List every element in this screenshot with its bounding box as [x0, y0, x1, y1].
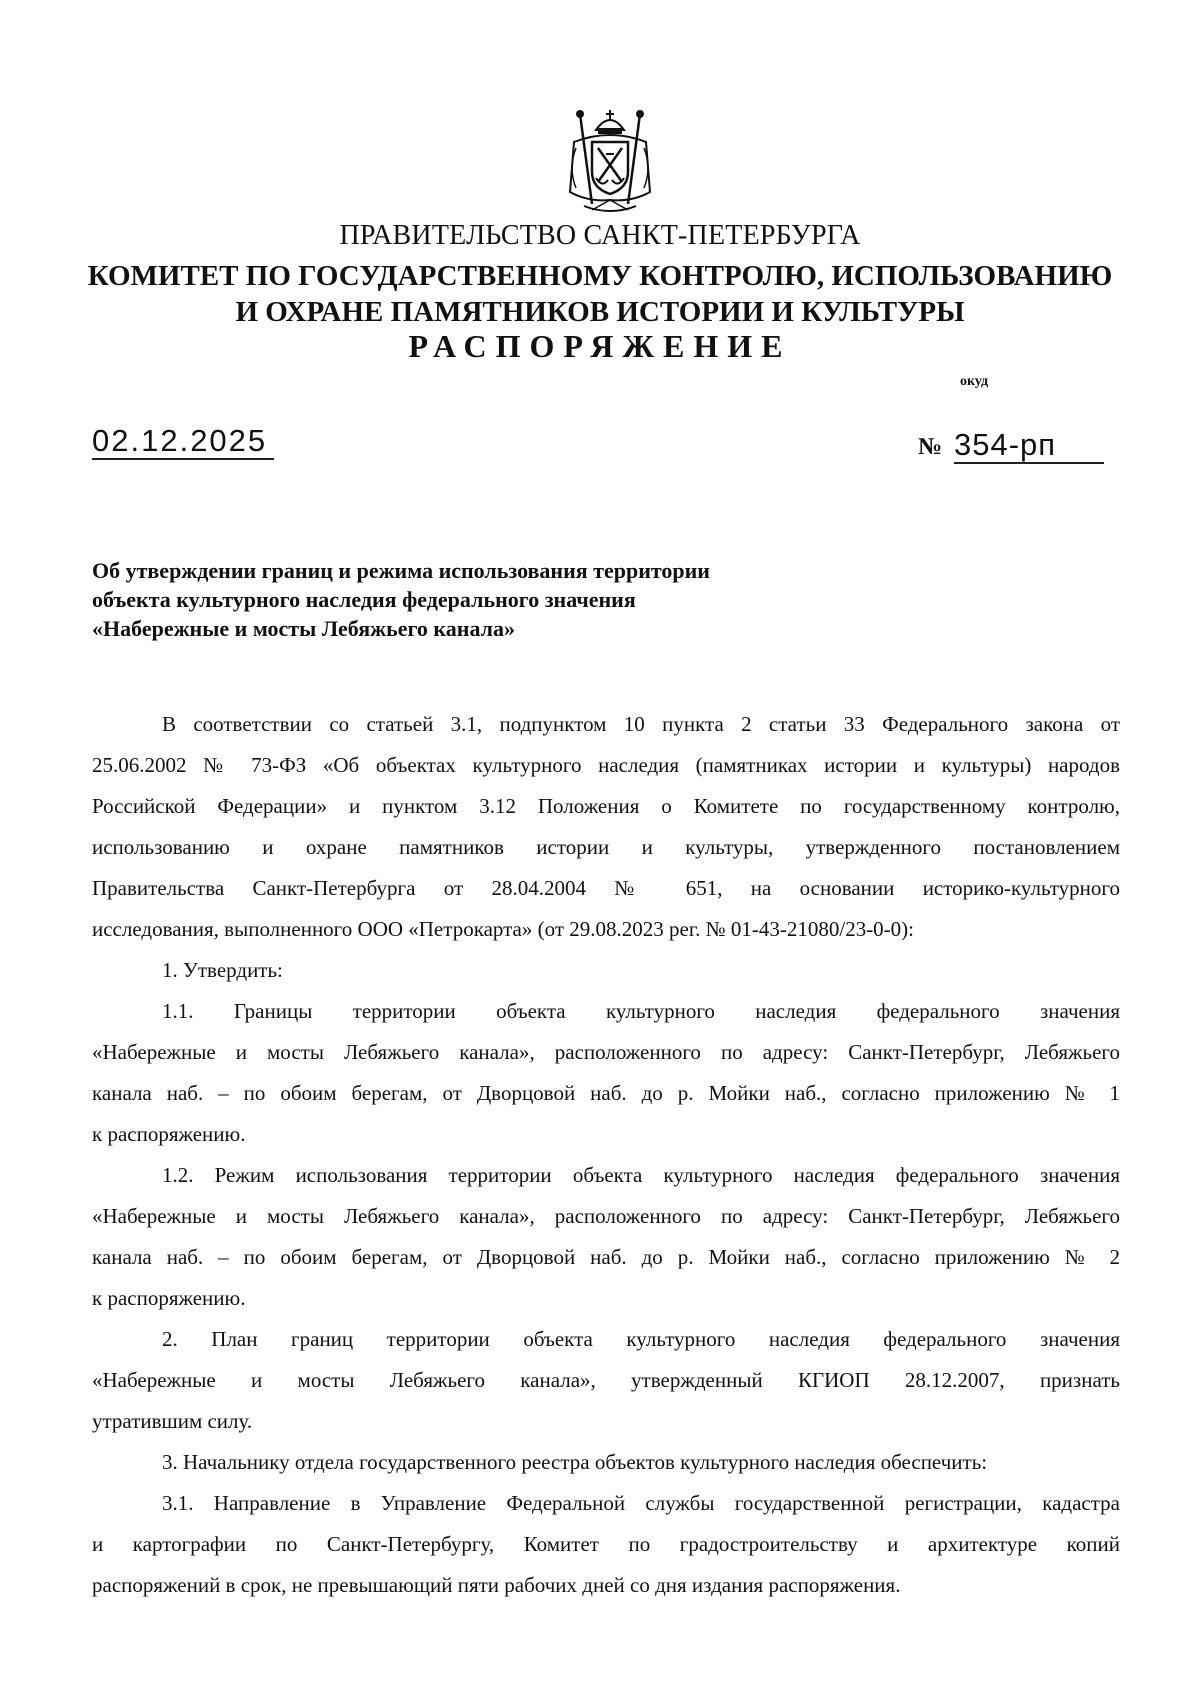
document-date: 02.12.2025 [92, 424, 274, 460]
body-line: к распоряжению. [92, 1286, 246, 1310]
document-body [92, 704, 1120, 1606]
body-line: 25.06.2002 № 73-ФЗ «Об объектах культурного наследия (памятниках истории и культуры) народов [92, 753, 1120, 777]
body-line: канала наб. – по обоим берегам, от Дворцовой наб. до р. Мойки наб., согласно приложению № 2 [92, 1245, 1120, 1269]
document-type: РАСПОРЯЖЕНИЕ [408, 328, 792, 364]
body-line: канала наб. – по обоим берегам, от Дворцовой наб. до р. Мойки наб., согласно приложению № 1 [92, 1081, 1120, 1105]
okud-label: окуд [960, 374, 989, 389]
title-line: «Набережные и мосты Лебяжьего канала» [92, 616, 515, 641]
body-line: Российской Федерации» и пунктом 3.12 Положения о Комитете по государственному контролю, [92, 794, 1120, 818]
document-title [92, 556, 992, 643]
number-sign: № [918, 434, 943, 460]
body-line: В соответствии со статьей 3.1, подпунктом 10 пункта 2 статьи 33 Федерального закона от [162, 712, 1120, 736]
body-line: использованию и охране памятников истории и культуры, утвержденного постановлением [92, 835, 1120, 859]
body-line: «Набережные и мосты Лебяжьего канала», расположенного по адресу: Санкт-Петербург, Лебяжьего [92, 1040, 1120, 1064]
body-line: «Набережные и мосты Лебяжьего канала», утвержденный КГИОП 28.12.2007, признать [92, 1368, 1120, 1392]
coat-of-arms-emblem [562, 108, 658, 218]
body-line: 3.1. Направление в Управление Федеральной службы государственной регистрации, кадастра [162, 1491, 1120, 1515]
body-paragraph [92, 704, 1120, 950]
body-paragraph [92, 1442, 1120, 1483]
document-number [918, 428, 1104, 468]
title-line: объекта культурного наследия федерального значения [92, 587, 636, 612]
body-paragraph [92, 991, 1120, 1155]
body-line: 2. План границ территории объекта культурного наследия федерального значения [162, 1327, 1120, 1351]
committee-line: КОМИТЕТ ПО ГОСУДАРСТВЕННОМУ КОНТРОЛЮ, ИСПОЛЬЗОВАНИЮ [87, 260, 1113, 292]
body-paragraph [92, 1319, 1120, 1442]
committee-line: И ОХРАНЕ ПАМЯТНИКОВ ИСТОРИИ И КУЛЬТУРЫ [235, 296, 965, 328]
title-line: Об утверждении границ и режима использования территории [92, 558, 710, 583]
body-line: «Набережные и мосты Лебяжьего канала», расположенного по адресу: Санкт-Петербург, Лебяжьего [92, 1204, 1120, 1228]
body-line: утратившим силу. [92, 1409, 253, 1433]
body-line: и картографии по Санкт-Петербургу, Комитет по градостроительству и архитектуре копий [92, 1532, 1120, 1556]
number-value: 354-рп [954, 428, 1104, 464]
body-line: Правительства Санкт-Петербурга от 28.04.2004 № 651, на основании историко-культурного [92, 876, 1120, 900]
committee-name [0, 258, 1200, 330]
government-name: ПРАВИТЕЛЬСТВО САНКТ-ПЕТЕРБУРГА [339, 220, 861, 251]
body-line: исследования, выполненного ООО «Петрокарта» (от 29.08.2023 рег. № 01-43-21080/23-0-0): [92, 917, 915, 941]
body-line: 1.1. Границы территории объекта культурного наследия федерального значения [162, 999, 1120, 1023]
body-paragraph [92, 1483, 1120, 1606]
body-line: к распоряжению. [92, 1122, 246, 1146]
body-line: 3. Начальнику отдела государственного реестра объектов культурного наследия обеспечить: [162, 1450, 988, 1474]
body-line: 1.2. Режим использования территории объекта культурного наследия федерального значения [162, 1163, 1120, 1187]
body-paragraph [92, 950, 1120, 991]
body-line: распоряжений в срок, не превышающий пяти рабочих дней со дня издания распоряжения. [92, 1573, 901, 1597]
body-line: 1. Утвердить: [162, 958, 283, 982]
body-paragraph [92, 1155, 1120, 1319]
